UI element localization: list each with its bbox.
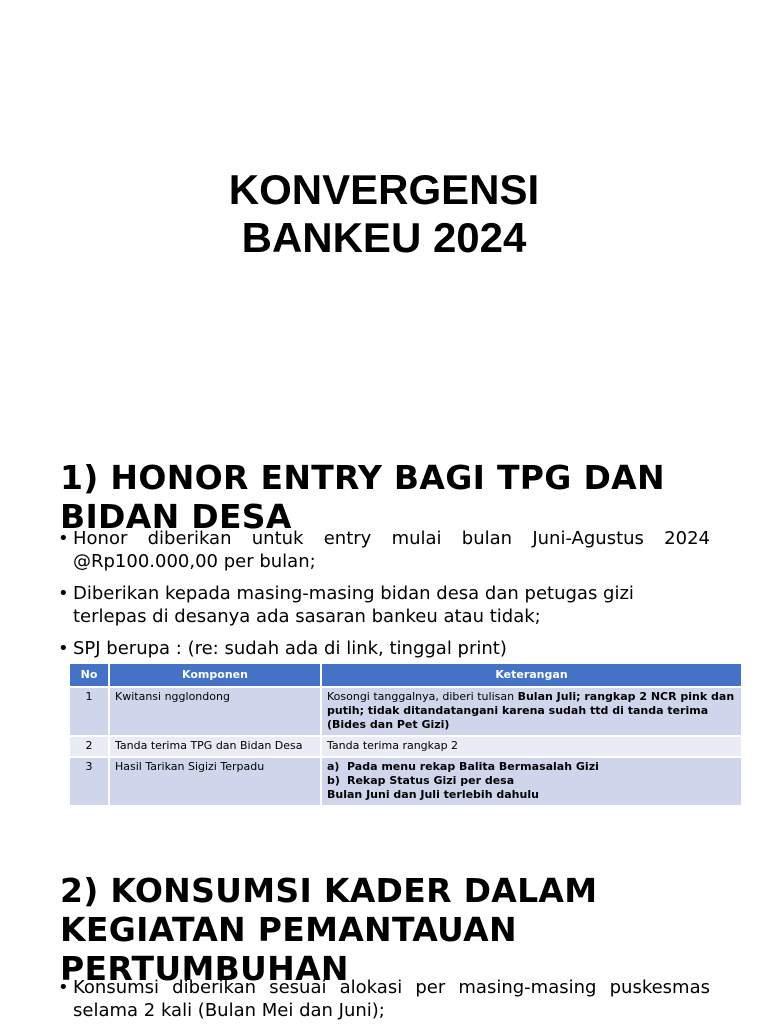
header-no: No (70, 664, 109, 687)
main-title-line-2: BANKEU 2024 (241, 214, 527, 261)
item-b-text: Rekap Status Gizi per desa (347, 774, 515, 787)
header-keterangan: Keterangan (321, 664, 742, 687)
bullet-honor: • Honor diberikan untuk entry mulai bulan Juni-Agustus 2024 @Rp100.000,00 per bulan; (58, 527, 710, 573)
bullet-konsumsi: • Konsumsi diberikan sesuai alokasi per masing-masing puskesmas selama 2 kali (Bulan Mei dan Juni); (58, 976, 710, 1022)
section-2-title: 2) KONSUMSI KADER DALAM KEGIATAN PEMANTAUAN PERTUMBUHAN (60, 871, 598, 988)
keterangan-item-c: Bulan Juni dan Juli terlebih dahulu (327, 788, 539, 801)
cell-no: 2 (70, 736, 109, 757)
item-b-label: b) (327, 774, 340, 787)
table-row (70, 687, 742, 736)
keterangan-item-a (327, 760, 736, 774)
keterangan-bold-text: Bulan Juli; rangkap 2 NCR pink dan putih; tidak ditandatangani karena sudah ttd di tanda terima (Bides dan Pet Gizi) (327, 690, 735, 731)
section-1-title: 1) HONOR ENTRY BAGI TPG DAN BIDAN DESA (60, 458, 665, 536)
item-a-text: Pada menu rekap Balita Bermasalah Gizi (347, 760, 599, 773)
header-komponen: Komponen (109, 664, 321, 687)
main-title (0, 166, 768, 262)
cell-komponen: Kwitansi ngglondong (109, 687, 321, 736)
keterangan-item-b (327, 774, 736, 788)
table-header-row (70, 664, 742, 687)
keterangan-text: Kosongi tanggalnya, diberi tulisan (327, 690, 518, 703)
item-a-label: a) (327, 760, 340, 773)
cell-keterangan (321, 687, 742, 736)
spj-table (70, 664, 743, 807)
section-1-bullets (58, 527, 710, 669)
bullet-diberikan: • Diberikan kepada masing-masing bidan desa dan petugas gizi terlepas di desanya ada sasaran bankeu atau tidak; (58, 582, 710, 628)
cell-no: 3 (70, 757, 109, 806)
cell-keterangan: Tanda terima rangkap 2 (321, 736, 742, 757)
cell-komponen: Hasil Tarikan Sigizi Terpadu (109, 757, 321, 806)
main-title-line-1: KONVERGENSI (228, 166, 540, 213)
table-row (70, 736, 742, 757)
table-row (70, 757, 742, 806)
bullet-spj: • SPJ berupa : (re: sudah ada di link, tinggal print) (58, 637, 710, 660)
cell-komponen: Tanda terima TPG dan Bidan Desa (109, 736, 321, 757)
cell-no: 1 (70, 687, 109, 736)
section-2-bullets (58, 976, 710, 1031)
cell-keterangan (321, 757, 742, 806)
